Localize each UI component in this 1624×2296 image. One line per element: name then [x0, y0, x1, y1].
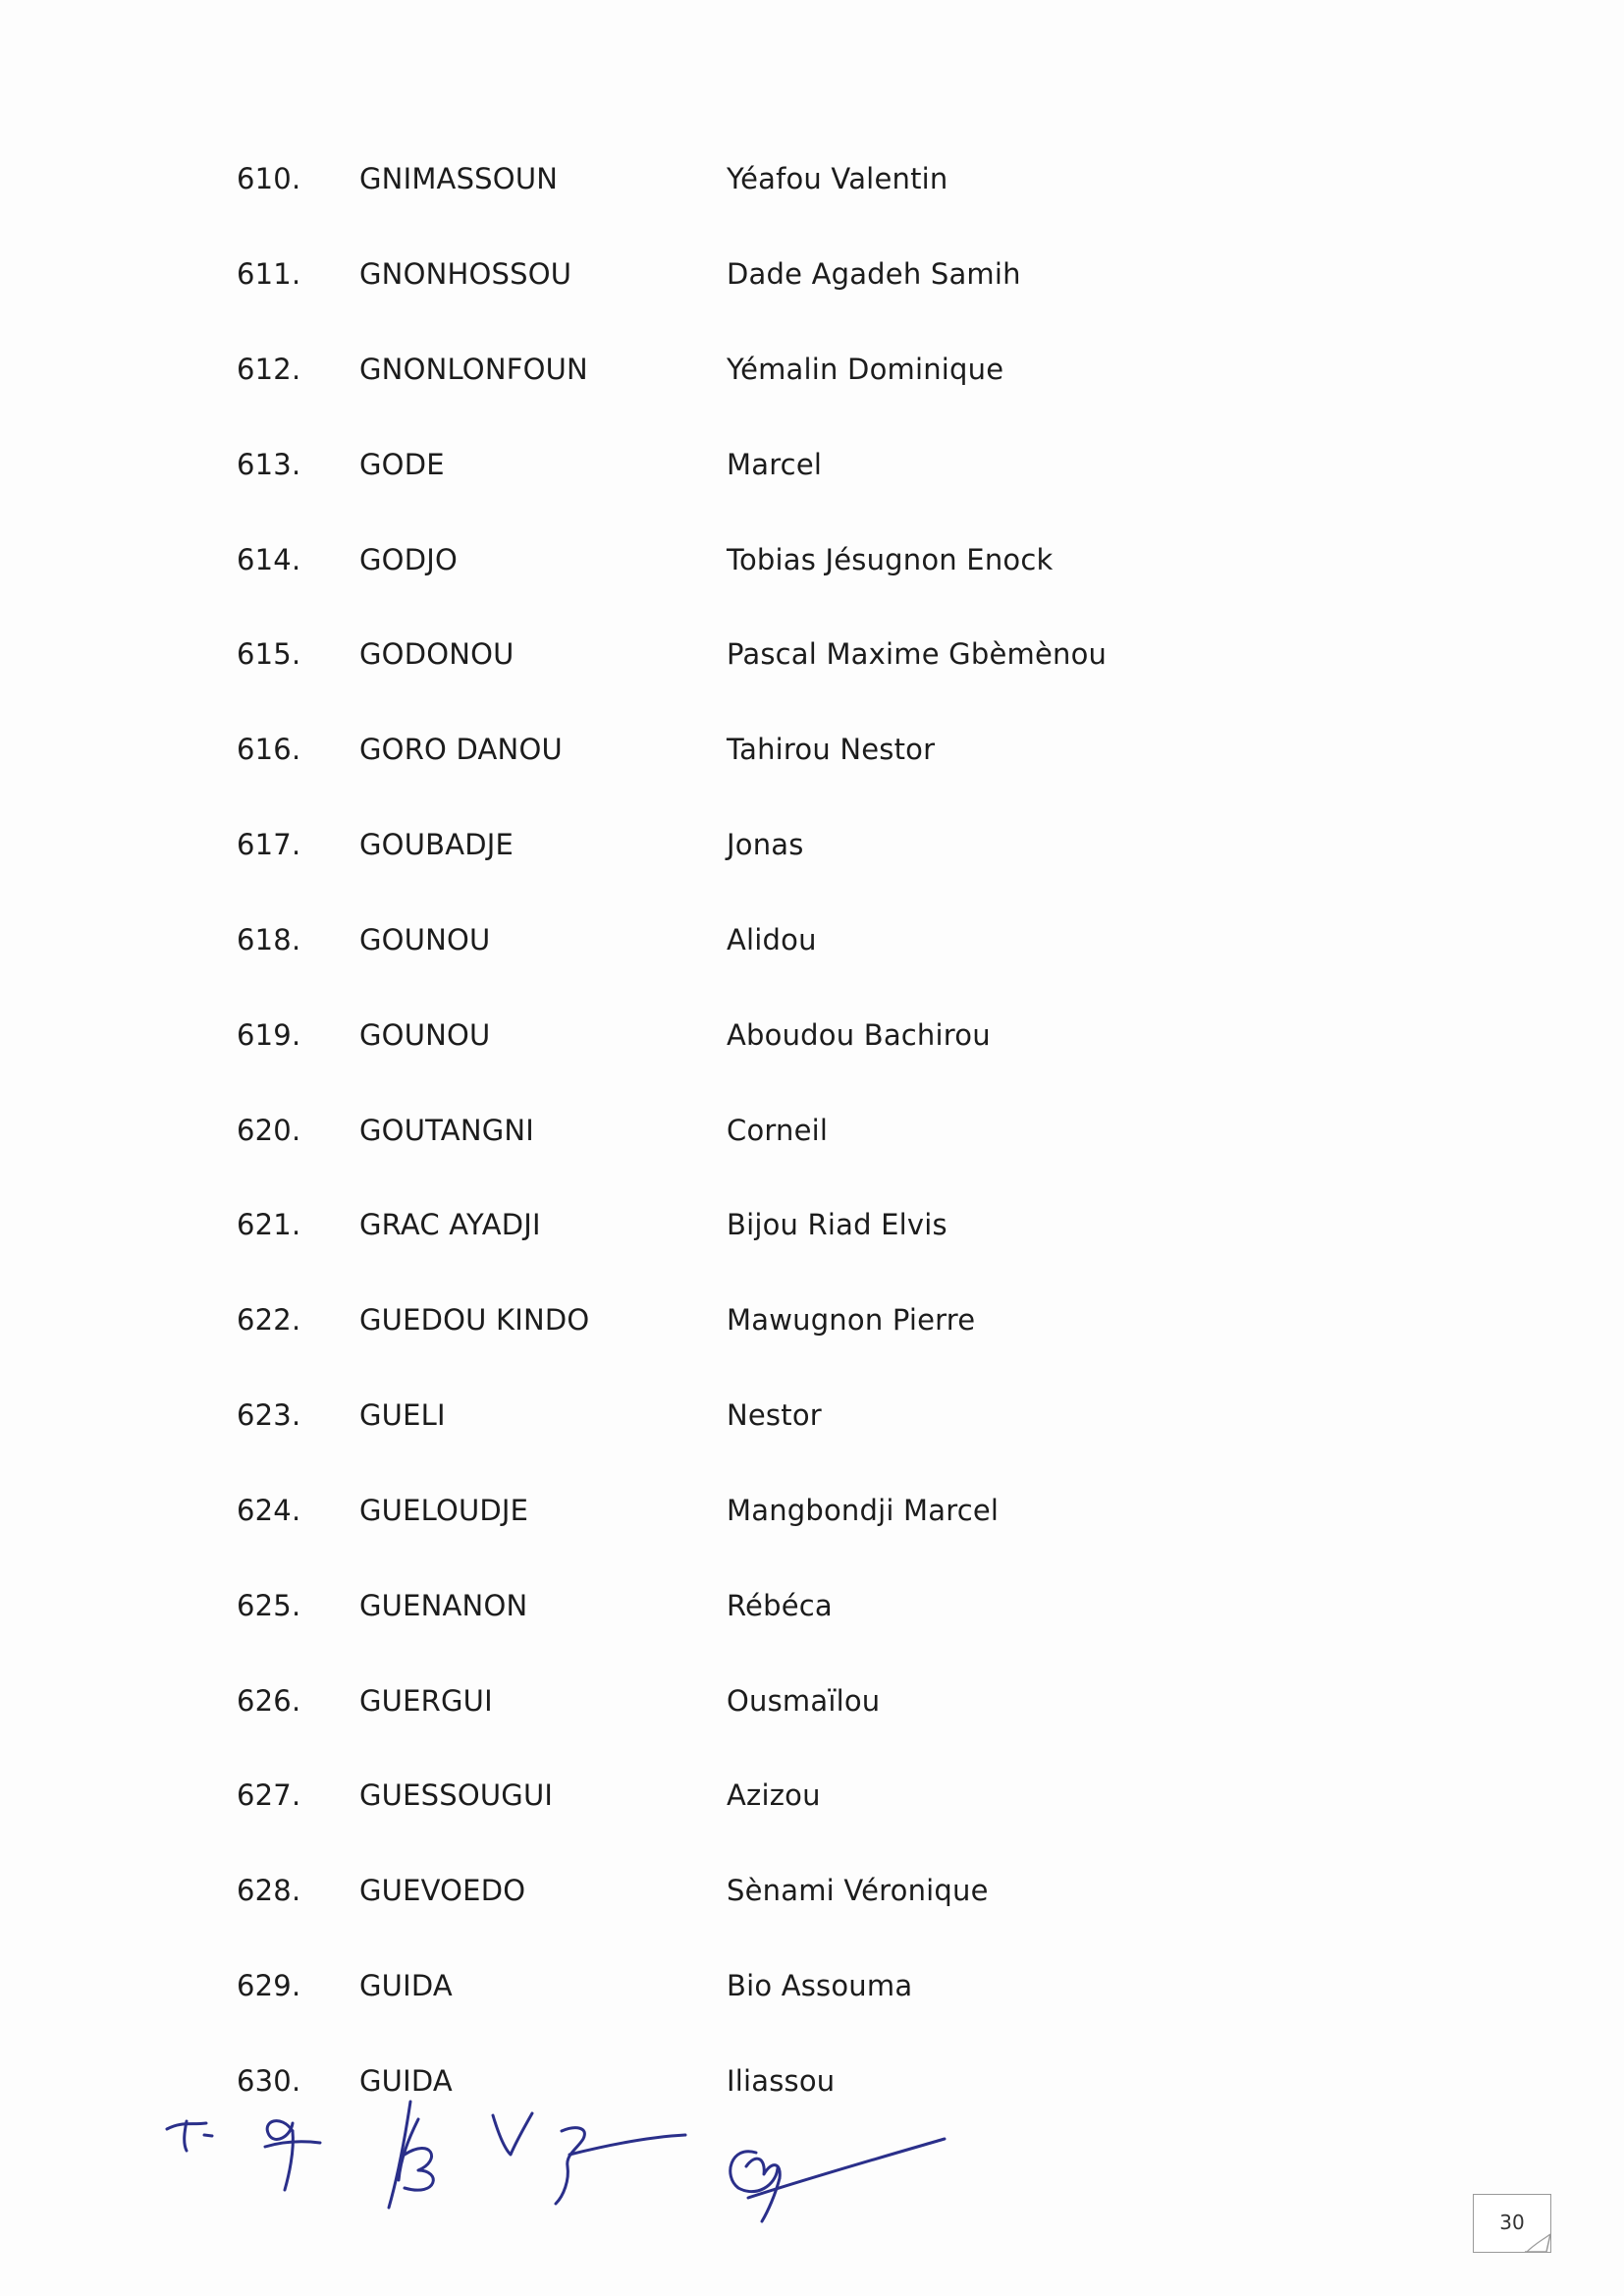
list-item: [0, 1576, 1624, 1635]
list-item: [0, 1481, 1624, 1540]
entry-number: 623.: [237, 1398, 301, 1432]
entry-number: 621.: [237, 1208, 301, 1241]
list-item: [0, 245, 1624, 303]
entry-first-name: Corneil: [727, 1114, 829, 1147]
entry-last-name: GODJO: [359, 543, 459, 576]
entry-number: 619.: [237, 1018, 301, 1052]
entry-number: 629.: [237, 1969, 301, 2002]
entry-last-name: GOUBADJE: [359, 828, 514, 861]
entry-first-name: Azizou: [727, 1778, 821, 1812]
entry-last-name: GUEDOU KINDO: [359, 1303, 590, 1337]
list-item: [0, 1386, 1624, 1445]
initials-mark-4: [493, 2113, 532, 2155]
list-item: [0, 1956, 1624, 2015]
list-item: [0, 1006, 1624, 1065]
list-item: [0, 1195, 1624, 1254]
handwritten-signatures: [147, 2092, 952, 2239]
entry-first-name: Tahirou Nestor: [727, 733, 936, 766]
entry-last-name: GUENANON: [359, 1589, 528, 1622]
entry-last-name: GOUNOU: [359, 923, 491, 957]
entry-last-name: GNONLONFOUN: [359, 353, 588, 386]
entry-first-name: Marcel: [727, 448, 823, 481]
list-item: [0, 625, 1624, 683]
entry-first-name: Tobias Jésugnon Enock: [727, 543, 1054, 576]
entry-last-name: GNONHOSSOU: [359, 257, 572, 291]
entry-number: 617.: [237, 828, 301, 861]
entry-number: 611.: [237, 257, 301, 291]
entry-last-name: GNIMASSOUN: [359, 162, 559, 195]
entry-first-name: Pascal Maxime Gbèmènou: [727, 637, 1108, 671]
entry-number: 627.: [237, 1778, 301, 1812]
initials-mark-3: [389, 2102, 433, 2208]
entry-first-name: Bijou Riad Elvis: [727, 1208, 947, 1241]
entry-last-name: GODE: [359, 448, 445, 481]
entry-first-name: Alidou: [727, 923, 817, 957]
entry-first-name: Rébéca: [727, 1589, 833, 1622]
list-item: [0, 1290, 1624, 1349]
entry-number: 610.: [237, 162, 301, 195]
entry-first-name: Nestor: [727, 1398, 822, 1432]
page-number: 30: [1499, 2211, 1525, 2234]
entry-last-name: GOUNOU: [359, 1018, 491, 1052]
entry-number: 612.: [237, 353, 301, 386]
initials-mark-1: [167, 2121, 212, 2151]
entry-number: 616.: [237, 733, 301, 766]
entry-first-name: Mawugnon Pierre: [727, 1303, 976, 1337]
entry-number: 624.: [237, 1494, 301, 1527]
list-item: [0, 1101, 1624, 1160]
entry-first-name: Mangbondji Marcel: [727, 1494, 1000, 1527]
entry-first-name: Yéafou Valentin: [727, 162, 948, 195]
entry-number: 626.: [237, 1684, 301, 1718]
list-item: [0, 815, 1624, 874]
page-curl-icon: [1523, 2230, 1552, 2254]
entry-last-name: GRAC AYADJI: [359, 1208, 541, 1241]
entry-number: 625.: [237, 1589, 301, 1622]
list-item: [0, 720, 1624, 779]
entry-last-name: GUELOUDJE: [359, 1494, 529, 1527]
entry-first-name: Dade Agadeh Samih: [727, 257, 1021, 291]
list-item: [0, 149, 1624, 208]
entry-last-name: GUIDA: [359, 2064, 453, 2098]
entry-number: 630.: [237, 2064, 301, 2098]
entry-last-name: GUELI: [359, 1398, 446, 1432]
entry-number: 613.: [237, 448, 301, 481]
entry-first-name: Yémalin Dominique: [727, 353, 1004, 386]
entry-last-name: GOUTANGNI: [359, 1114, 535, 1147]
entry-number: 618.: [237, 923, 301, 957]
entry-number: 628.: [237, 1874, 301, 1907]
list-item: [0, 1766, 1624, 1825]
entry-last-name: GUESSOUGUI: [359, 1778, 554, 1812]
entry-number: 615.: [237, 637, 301, 671]
entry-first-name: Aboudou Bachirou: [727, 1018, 991, 1052]
list-item: [0, 530, 1624, 589]
entry-number: 614.: [237, 543, 301, 576]
initials-mark-5: [556, 2128, 685, 2204]
entry-number: 620.: [237, 1114, 301, 1147]
page-number-box: [1473, 2194, 1551, 2253]
entry-first-name: Ousmaïlou: [727, 1684, 881, 1718]
entry-number: 622.: [237, 1303, 301, 1337]
list-item: [0, 910, 1624, 969]
initials-mark-6: [731, 2139, 945, 2221]
entry-last-name: GODONOU: [359, 637, 514, 671]
list-item: [0, 1861, 1624, 1920]
entry-last-name: GUIDA: [359, 1969, 453, 2002]
entry-last-name: GORO DANOU: [359, 733, 563, 766]
entry-last-name: GUEVOEDO: [359, 1874, 526, 1907]
list-item: [0, 435, 1624, 494]
entry-first-name: Jonas: [727, 828, 804, 861]
entry-first-name: Bio Assouma: [727, 1969, 913, 2002]
list-item: [0, 1671, 1624, 1730]
entry-last-name: GUERGUI: [359, 1684, 493, 1718]
entry-first-name: Sènami Véronique: [727, 1874, 989, 1907]
list-item: [0, 340, 1624, 399]
initials-mark-2: [265, 2121, 320, 2190]
entry-first-name: Iliassou: [727, 2064, 836, 2098]
